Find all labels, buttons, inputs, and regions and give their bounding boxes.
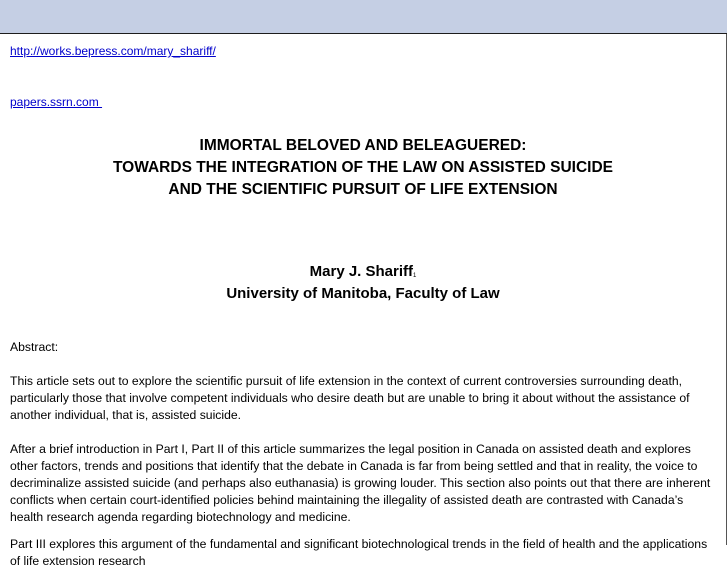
viewer-toolbar xyxy=(0,0,727,34)
abstract-paragraph-3: Part III explores this argument of the fundamental and significant biotechnological trends in the field of health and the applications of life extension research xyxy=(10,537,708,568)
abstract-paragraph-2: After a brief introduction in Part I, Part II of this article summarizes the legal position in Canada on assisted death and explores other factors, trends and positions that identify that the debate in Canada is far from being settled and that in reality, the voice to decriminalize assisted suicide (and perhaps also euthanasia) is growing louder. This section also points out that there are inherent conflicts when certain court-identified policies behind maintaining the illegality of assisted death are contrasted with Canada’s health research agenda regarding biotechnology and medicine. xyxy=(10,442,711,524)
paper-title-line-1: IMMORTAL BELOVED AND BELEAGUERED: xyxy=(199,137,527,154)
author-footnote-marker[interactable]: 1 xyxy=(413,273,417,279)
paper-title-line-3: AND THE SCIENTIFIC PURSUIT OF LIFE EXTENSION xyxy=(168,181,558,198)
paper-title-line-2: TOWARDS THE INTEGRATION OF THE LAW ON ASSISTED SUICIDE xyxy=(112,159,614,176)
abstract-label: Abstract: xyxy=(10,340,59,354)
author-affiliation: University of Manitoba, Faculty of Law xyxy=(226,285,500,302)
author-name-text: Mary J. Shariff xyxy=(309,263,414,280)
ssrn-link[interactable]: papers.ssrn.com xyxy=(10,95,103,109)
abstract-paragraph-1: This article sets out to explore the scientific pursuit of life extension in the context of current controversies surrounding death, particularly those that involve competent individuals who desire death but are unable to bring it about without the assistance of another individual, that is, assisted suicide. xyxy=(10,374,690,422)
document-page[interactable] xyxy=(0,34,727,568)
bepress-link[interactable]: http://works.bepress.com/mary_shariff/ xyxy=(10,44,216,58)
